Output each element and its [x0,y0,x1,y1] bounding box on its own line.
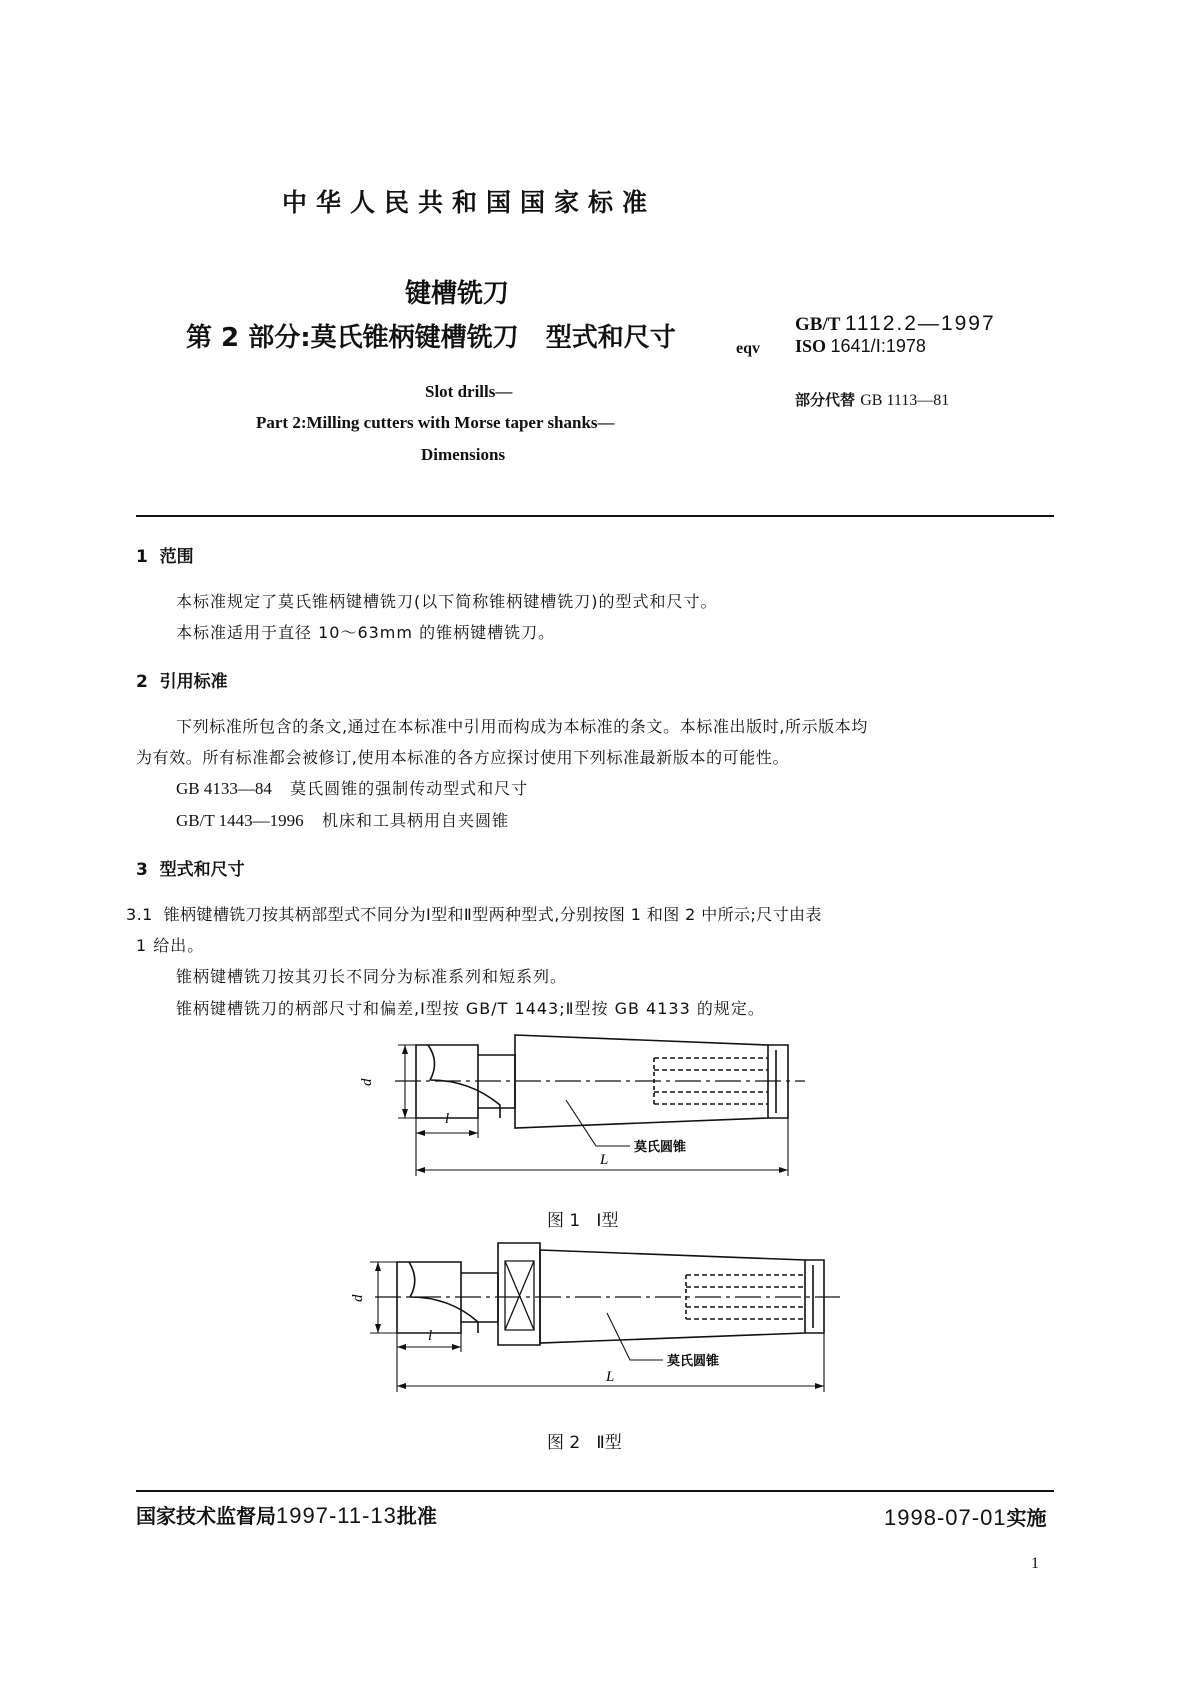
section-3-title: 3 型式和尺寸 [136,860,245,880]
section-3-1-line-3: 锥柄键槽铣刀按其刃长不同分为标准系列和短系列。 [176,967,568,986]
national-standard-header: 中华人民共和国国家标准 [282,188,657,217]
section-1-paragraph-2: 本标准适用于直径 10～63mm 的锥柄键槽铣刀。 [176,623,556,642]
section-2-paragraph-line-2: 为有效。所有标准都会被修订,使用本标准的各方应探讨使用下列标准最新版本的可能性。 [136,748,790,767]
reference-1-code: GB 4133—84 [176,779,272,798]
figure-2-label-l: l [428,1328,433,1344]
figure-1-label-L: L [600,1152,609,1168]
section-2-title: 2 引用标准 [136,672,228,692]
section-1-title: 1 范围 [136,547,194,567]
english-title-2: Part 2:Milling cutters with Morse taper shanks— [256,413,615,432]
iso-code: 1641/Ⅰ:1978 [830,336,926,356]
section-3-1-line-1: 3.1 锥柄键槽铣刀按其柄部型式不同分为Ⅰ型和Ⅱ型两种型式,分别按图 1 和图 2 中所示;尺寸由表 [126,905,822,924]
section-3-1-line-2: 1 给出。 [136,936,205,955]
standard-prefix: GB/T [795,314,841,335]
footer-divider [136,1490,1054,1492]
approval-org: 国家技术监督局 [136,1504,276,1528]
replace-code: GB 1113—81 [860,392,950,409]
implementation-note [884,1502,1047,1531]
approval-suffix: 批准 [396,1504,437,1528]
reference-2-code: GB/T 1443—1996 [176,811,304,830]
replace-label: 部分代替 [795,391,856,409]
approval-note [136,1500,437,1529]
iso-prefix: ISO [795,336,827,356]
english-title-3: Dimensions [421,445,506,464]
approval-date: 1997-11-13 [276,1503,397,1528]
figure-2-label-d: d [350,1294,366,1302]
implementation-date: 1998-07-01 [884,1505,1007,1530]
title-main: 键槽铣刀 [405,279,510,309]
eqv-label: eqv [736,340,760,357]
implementation-suffix: 实施 [1006,1506,1047,1530]
figure-1-caption: 图 1 Ⅰ型 [547,1211,619,1231]
standard-code: 1112.2—1997 [844,312,996,335]
figure-2-label-L: L [606,1369,615,1385]
reference-2-title: 机床和工具柄用自夹圆锥 [321,811,509,830]
section-3-1-line-4: 锥柄键槽铣刀的柄部尺寸和偏差,Ⅰ型按 GB/T 1443;Ⅱ型按 GB 4133 的规定。 [176,999,765,1018]
figure-2-callout-morse-taper: 莫氏圆锥 [667,1354,720,1369]
english-title-1: Slot drills— [425,382,513,401]
reference-1-title: 莫氏圆锥的强制传动型式和尺寸 [290,779,529,798]
figure-1-label-l: l [445,1111,450,1127]
section-1-paragraph-1: 本标准规定了莫氏锥柄键槽铣刀(以下简称锥柄键槽铣刀)的型式和尺寸。 [176,592,718,611]
title-part: 第 2 部分:莫氏锥柄键槽铣刀 型式和尺寸 [186,323,676,353]
figure-2-caption: 图 2 Ⅱ型 [547,1433,622,1453]
section-2-paragraph-line-1: 下列标准所包含的条文,通过在本标准中引用而构成为本标准的条文。本标准出版时,所示版本均 [176,717,868,736]
figure-1-callout-morse-taper: 莫氏圆锥 [634,1140,687,1155]
figure-1-label-d: d [359,1078,375,1086]
page-number: 1 [1031,1555,1039,1572]
